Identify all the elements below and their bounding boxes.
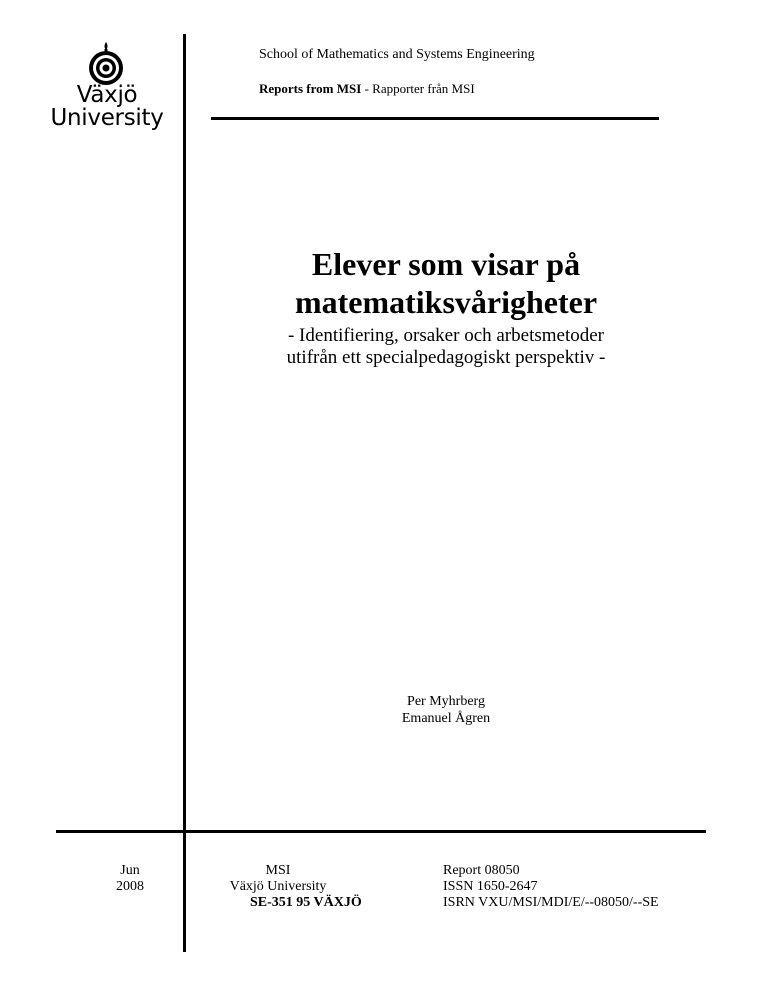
- authors: [186, 693, 706, 727]
- footer-rule: [56, 830, 706, 833]
- university-logo: [44, 40, 170, 140]
- reports-series-sv: - Rapporter från MSI: [361, 81, 475, 96]
- vaxjo-university-emblem-icon: [84, 40, 128, 86]
- footer-postal: SE-351 95 VÄXJÖ: [250, 895, 362, 910]
- footer-dept: MSI: [265, 863, 291, 878]
- report-subtitle: [186, 325, 706, 369]
- isrn: ISRN VXU/MSI/MDI/E/--08050/--SE: [443, 895, 659, 910]
- logo-line-1: Växjö: [76, 82, 138, 108]
- footer-month: Jun: [120, 863, 140, 878]
- vertical-rule: [183, 34, 186, 952]
- title-block: [186, 245, 706, 369]
- logo-line-2: University: [50, 105, 164, 131]
- author-1: Per Myhrberg: [407, 694, 485, 709]
- issn: ISSN 1650-2647: [443, 879, 538, 894]
- reports-series: [259, 81, 475, 97]
- footer-year: 2008: [116, 879, 144, 894]
- subtitle-line-2: utifrån ett specialpedagogiskt perspektiv -: [286, 347, 606, 368]
- title-line-1: Elever som visar på: [311, 246, 581, 282]
- reports-series-en: Reports from MSI: [259, 81, 362, 96]
- subtitle-line-1: - Identifiering, orsaker och arbetsmetoder: [287, 325, 604, 346]
- author-2: Emanuel Ågren: [401, 711, 491, 726]
- footer-report-info: [443, 863, 659, 911]
- footer-university: Växjö University: [229, 879, 327, 894]
- school-name: School of Mathematics and Systems Engineering: [259, 47, 535, 62]
- footer-address: [208, 863, 362, 911]
- report-number: Report 08050: [443, 863, 520, 878]
- title-line-2: matematiksvårigheter: [294, 284, 598, 320]
- footer-date: [100, 863, 160, 895]
- report-title: [186, 245, 706, 321]
- header-rule: [211, 117, 659, 120]
